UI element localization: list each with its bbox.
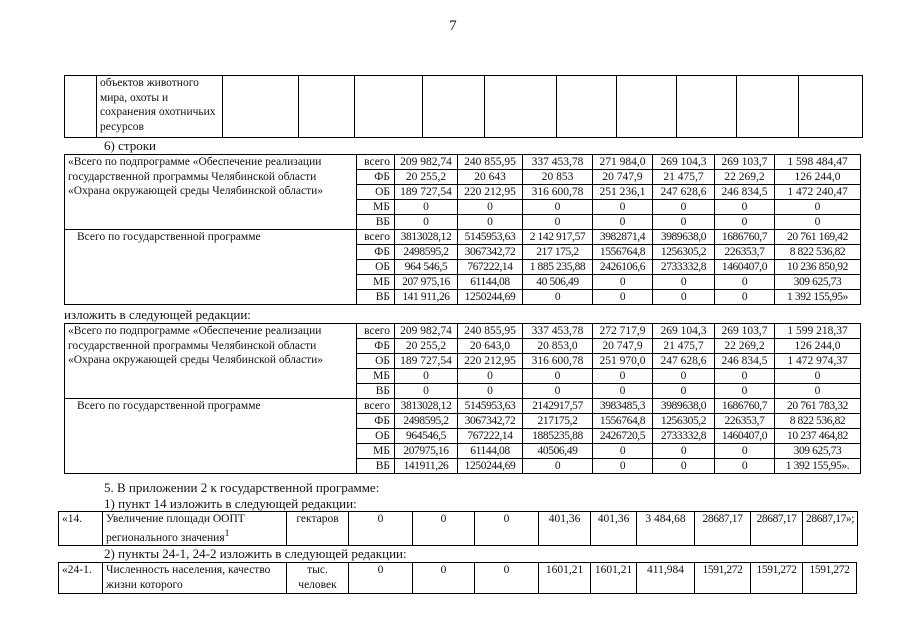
value-cell: 0 <box>523 459 593 474</box>
value-cell: 401,36 <box>539 512 591 546</box>
value-cell: 0 <box>653 290 715 305</box>
value-cell: 1556764,8 <box>593 245 653 260</box>
value-cell: 209 982,74 <box>395 324 458 339</box>
row-label: МБ <box>357 369 395 384</box>
top-cell <box>557 76 617 138</box>
value-cell: 964546,5 <box>395 429 458 444</box>
value-cell: 0 <box>775 215 861 230</box>
value-cell: 126 244,0 <box>775 170 861 185</box>
table-row <box>59 512 858 546</box>
value-cell: 2733332,8 <box>653 260 715 275</box>
value-cell: 226353,7 <box>715 245 775 260</box>
value-cell: 21 475,7 <box>653 339 715 354</box>
value-cell: 0 <box>653 459 715 474</box>
value-cell: 2426106,6 <box>593 260 653 275</box>
row-label: ОБ <box>357 429 395 444</box>
value-cell: 207975,16 <box>395 444 458 459</box>
value-cell: 20 853,0 <box>523 339 593 354</box>
row-label: МБ <box>357 200 395 215</box>
value-cell: 0 <box>775 384 861 399</box>
value-cell: 3983485,3 <box>593 399 653 414</box>
value-cell: 1 472 240,47 <box>775 185 861 200</box>
section-5-2-heading: 2) пункты 24-1, 24-2 изложить в следующей редакции: <box>104 546 407 561</box>
value-cell: 2498595,2 <box>395 245 458 260</box>
value-cell: 0 <box>458 384 523 399</box>
value-cell: 61144,08 <box>458 444 523 459</box>
value-cell: 269 104,3 <box>653 155 715 170</box>
row-label: ВБ <box>357 215 395 230</box>
top-name-cell: объектов животного мира, охоты и сохранения охотничьих ресурсов <box>97 76 223 138</box>
value-cell: 20 761 783,32 <box>775 399 861 414</box>
value-cell: 141 911,26 <box>395 290 458 305</box>
value-cell: 1250244,69 <box>458 290 523 305</box>
value-cell: 10 237 464,82 <box>775 429 861 444</box>
value-cell: 0 <box>775 369 861 384</box>
value-cell: 1256305,2 <box>653 414 715 429</box>
top-cell <box>799 76 863 138</box>
row-label: ФБ <box>357 414 395 429</box>
value-cell: 217 175,2 <box>523 245 593 260</box>
value-cell: 61144,08 <box>458 275 523 290</box>
item-14-table <box>58 511 858 546</box>
value-cell: 3 484,68 <box>637 512 695 546</box>
value-cell: 207 975,16 <box>395 275 458 290</box>
value-cell: 0 <box>523 290 593 305</box>
value-cell: 271 984,0 <box>593 155 653 170</box>
old-rows-table <box>64 154 861 305</box>
value-cell: 3813028,12 <box>395 230 458 245</box>
value-cell: 209 982,74 <box>395 155 458 170</box>
top-cell <box>485 76 557 138</box>
value-cell: 1 885 235,88 <box>523 260 593 275</box>
value-cell: 22 269,2 <box>715 339 775 354</box>
value-cell: 0 <box>775 200 861 215</box>
row-label: ФБ <box>357 170 395 185</box>
item-number: «14. <box>59 512 103 546</box>
table-row <box>65 155 861 170</box>
value-cell: 28687,17 <box>751 512 803 546</box>
table-row <box>65 399 861 414</box>
top-cell <box>617 76 677 138</box>
value-cell: 1 598 484,47 <box>775 155 861 170</box>
value-cell: 0 <box>653 384 715 399</box>
value-cell: 246 834,5 <box>715 354 775 369</box>
value-cell: 0 <box>349 563 413 594</box>
value-cell: 0 <box>475 512 539 546</box>
value-cell: 0 <box>715 444 775 459</box>
new-rows-table <box>64 323 861 474</box>
value-cell: 0 <box>715 200 775 215</box>
value-cell: 21 475,7 <box>653 170 715 185</box>
value-cell: 1256305,2 <box>653 245 715 260</box>
value-cell: 0 <box>715 215 775 230</box>
value-cell: 126 244,0 <box>775 339 861 354</box>
value-cell: 8 822 536,82 <box>775 245 861 260</box>
value-cell: 40 506,49 <box>523 275 593 290</box>
value-cell: 2142917,57 <box>523 399 593 414</box>
value-cell: 10 236 850,92 <box>775 260 861 275</box>
value-cell: 272 717,9 <box>593 324 653 339</box>
section-5-heading: 5. В приложении 2 к государственной программе: <box>104 480 380 495</box>
value-cell: 20 853 <box>523 170 593 185</box>
value-cell: 0 <box>395 369 458 384</box>
value-cell: 1885235,88 <box>523 429 593 444</box>
value-cell: 220 212,95 <box>458 185 523 200</box>
top-num-cell <box>65 76 97 138</box>
value-cell: 0 <box>475 563 539 594</box>
value-cell: 251 236,1 <box>593 185 653 200</box>
value-cell: 0 <box>523 215 593 230</box>
value-cell: 20 643 <box>458 170 523 185</box>
row-label: ВБ <box>357 290 395 305</box>
top-cell <box>677 76 737 138</box>
value-cell: 411,984 <box>637 563 695 594</box>
value-cell: 3813028,12 <box>395 399 458 414</box>
value-cell: 240 855,95 <box>458 155 523 170</box>
top-cell <box>737 76 799 138</box>
value-cell: 0 <box>458 369 523 384</box>
top-cell <box>299 76 355 138</box>
value-cell: 2 142 917,57 <box>523 230 593 245</box>
row-label: ФБ <box>357 339 395 354</box>
footnote-mark: 1 <box>224 527 230 539</box>
value-cell: 0 <box>593 275 653 290</box>
value-cell: 0 <box>593 459 653 474</box>
row-label: МБ <box>357 275 395 290</box>
value-cell: 220 212,95 <box>458 354 523 369</box>
row-label: ВБ <box>357 459 395 474</box>
value-cell: 1 392 155,95» <box>775 290 861 305</box>
value-cell: 0 <box>715 459 775 474</box>
value-cell: 1591,272 <box>695 563 751 594</box>
value-cell: 316 600,78 <box>523 354 593 369</box>
item-unit: тыс. человек <box>287 563 349 594</box>
value-cell: 767222,14 <box>458 260 523 275</box>
value-cell: 0 <box>458 215 523 230</box>
value-cell: 247 628,6 <box>653 354 715 369</box>
value-cell: 0 <box>458 200 523 215</box>
row-label: ФБ <box>357 245 395 260</box>
value-cell: 964 546,5 <box>395 260 458 275</box>
value-cell: 8 822 536,82 <box>775 414 861 429</box>
item-number: «24-1. <box>59 563 103 594</box>
item-name-text: Увеличение площади ООПТ регионального значения <box>106 513 245 544</box>
row-label: всего <box>357 399 395 414</box>
value-cell: 3982871,4 <box>593 230 653 245</box>
value-cell: 2426720,5 <box>593 429 653 444</box>
value-cell: 0 <box>593 444 653 459</box>
value-cell: 20 747,9 <box>593 170 653 185</box>
value-cell: 0 <box>593 200 653 215</box>
section-5-1-heading: 1) пункт 14 изложить в следующей редакции: <box>104 496 357 511</box>
section-b-heading: 6) строки <box>104 138 156 153</box>
item-name: Численность населения, качество жизни которого <box>103 563 287 594</box>
value-cell: 3067342,72 <box>458 245 523 260</box>
value-cell: 1556764,8 <box>593 414 653 429</box>
value-cell: 189 727,54 <box>395 354 458 369</box>
value-cell: 2733332,8 <box>653 429 715 444</box>
value-cell: 1460407,0 <box>715 260 775 275</box>
value-cell: 1591,272 <box>751 563 803 594</box>
value-cell: 269 104,3 <box>653 324 715 339</box>
value-cell: 1686760,7 <box>715 230 775 245</box>
row-label: МБ <box>357 444 395 459</box>
value-cell: 0 <box>593 215 653 230</box>
value-cell: 20 255,2 <box>395 170 458 185</box>
row-label: всего <box>357 155 395 170</box>
value-cell: 20 761 169,42 <box>775 230 861 245</box>
table-row <box>65 324 861 339</box>
row-label: всего <box>357 230 395 245</box>
top-cell <box>355 76 423 138</box>
value-cell: 20 255,2 <box>395 339 458 354</box>
value-cell: 189 727,54 <box>395 185 458 200</box>
value-cell: 226353,7 <box>715 414 775 429</box>
value-cell: 0 <box>349 512 413 546</box>
value-cell: 251 970,0 <box>593 354 653 369</box>
program-name-cell: Всего по государственной программе <box>65 230 357 305</box>
value-cell: 1 392 155,95». <box>775 459 861 474</box>
subprogram-name-cell: «Всего по подпрограмме «Обеспечение реализации государственной программы Челябинской области «Охрана окружающей среды Челябинской области» <box>65 324 357 399</box>
value-cell: 0 <box>395 384 458 399</box>
value-cell: 309 625,73 <box>775 275 861 290</box>
value-cell: 141911,26 <box>395 459 458 474</box>
value-cell: 0 <box>413 512 475 546</box>
table-row <box>59 563 857 594</box>
top-cell <box>223 76 299 138</box>
value-cell: 0 <box>413 563 475 594</box>
value-cell: 0 <box>715 275 775 290</box>
value-cell: 401,36 <box>591 512 637 546</box>
value-cell: 269 103,7 <box>715 155 775 170</box>
value-cell: 0 <box>593 384 653 399</box>
value-cell: 5145953,63 <box>458 399 523 414</box>
value-cell: 0 <box>523 369 593 384</box>
value-cell: 0 <box>593 369 653 384</box>
value-cell: 1591,272 <box>803 563 857 594</box>
value-cell: 1 472 974,37 <box>775 354 861 369</box>
value-cell: 3989638,0 <box>653 399 715 414</box>
value-cell: 0 <box>593 290 653 305</box>
value-cell: 309 625,73 <box>775 444 861 459</box>
value-cell: 1601,21 <box>591 563 637 594</box>
value-cell: 0 <box>715 290 775 305</box>
value-cell: 1686760,7 <box>715 399 775 414</box>
value-cell: 0 <box>653 200 715 215</box>
row-label: ВБ <box>357 384 395 399</box>
value-cell: 20 747,9 <box>593 339 653 354</box>
value-cell: 2498595,2 <box>395 414 458 429</box>
program-name-cell: Всего по государственной программе <box>65 399 357 474</box>
value-cell: 0 <box>653 444 715 459</box>
value-cell: 28687,17»; <box>803 512 858 546</box>
value-cell: 247 628,6 <box>653 185 715 200</box>
value-cell: 337 453,78 <box>523 324 593 339</box>
item-name <box>103 512 287 546</box>
value-cell: 217175,2 <box>523 414 593 429</box>
value-cell: 0 <box>523 384 593 399</box>
value-cell: 0 <box>395 215 458 230</box>
subprogram-name-cell: «Всего по подпрограмме «Обеспечение реализации государственной программы Челябинской области «Охрана окружающей среды Челябинской области» <box>65 155 357 230</box>
value-cell: 22 269,2 <box>715 170 775 185</box>
value-cell: 246 834,5 <box>715 185 775 200</box>
value-cell: 3067342,72 <box>458 414 523 429</box>
value-cell: 28687,17 <box>695 512 751 546</box>
top-table-fragment <box>64 75 863 138</box>
section-c-heading: изложить в следующей редакции: <box>64 307 251 322</box>
item-unit: гектаров <box>287 512 349 546</box>
value-cell: 767222,14 <box>458 429 523 444</box>
value-cell: 40506,49 <box>523 444 593 459</box>
top-cell <box>423 76 485 138</box>
value-cell: 0 <box>395 200 458 215</box>
row-label: всего <box>357 324 395 339</box>
row-label: ОБ <box>357 185 395 200</box>
table-row <box>65 230 861 245</box>
value-cell: 0 <box>523 200 593 215</box>
row-label: ОБ <box>357 354 395 369</box>
value-cell: 1250244,69 <box>458 459 523 474</box>
value-cell: 269 103,7 <box>715 324 775 339</box>
value-cell: 0 <box>715 369 775 384</box>
value-cell: 0 <box>653 275 715 290</box>
value-cell: 1460407,0 <box>715 429 775 444</box>
value-cell: 20 643,0 <box>458 339 523 354</box>
item-24-1-table <box>58 562 857 594</box>
value-cell: 0 <box>653 369 715 384</box>
row-label: ОБ <box>357 260 395 275</box>
value-cell: 337 453,78 <box>523 155 593 170</box>
value-cell: 240 855,95 <box>458 324 523 339</box>
value-cell: 0 <box>715 384 775 399</box>
page-number: 7 <box>449 18 457 34</box>
value-cell: 3989638,0 <box>653 230 715 245</box>
value-cell: 316 600,78 <box>523 185 593 200</box>
value-cell: 5145953,63 <box>458 230 523 245</box>
value-cell: 0 <box>653 215 715 230</box>
value-cell: 1 599 218,37 <box>775 324 861 339</box>
value-cell: 1601,21 <box>539 563 591 594</box>
